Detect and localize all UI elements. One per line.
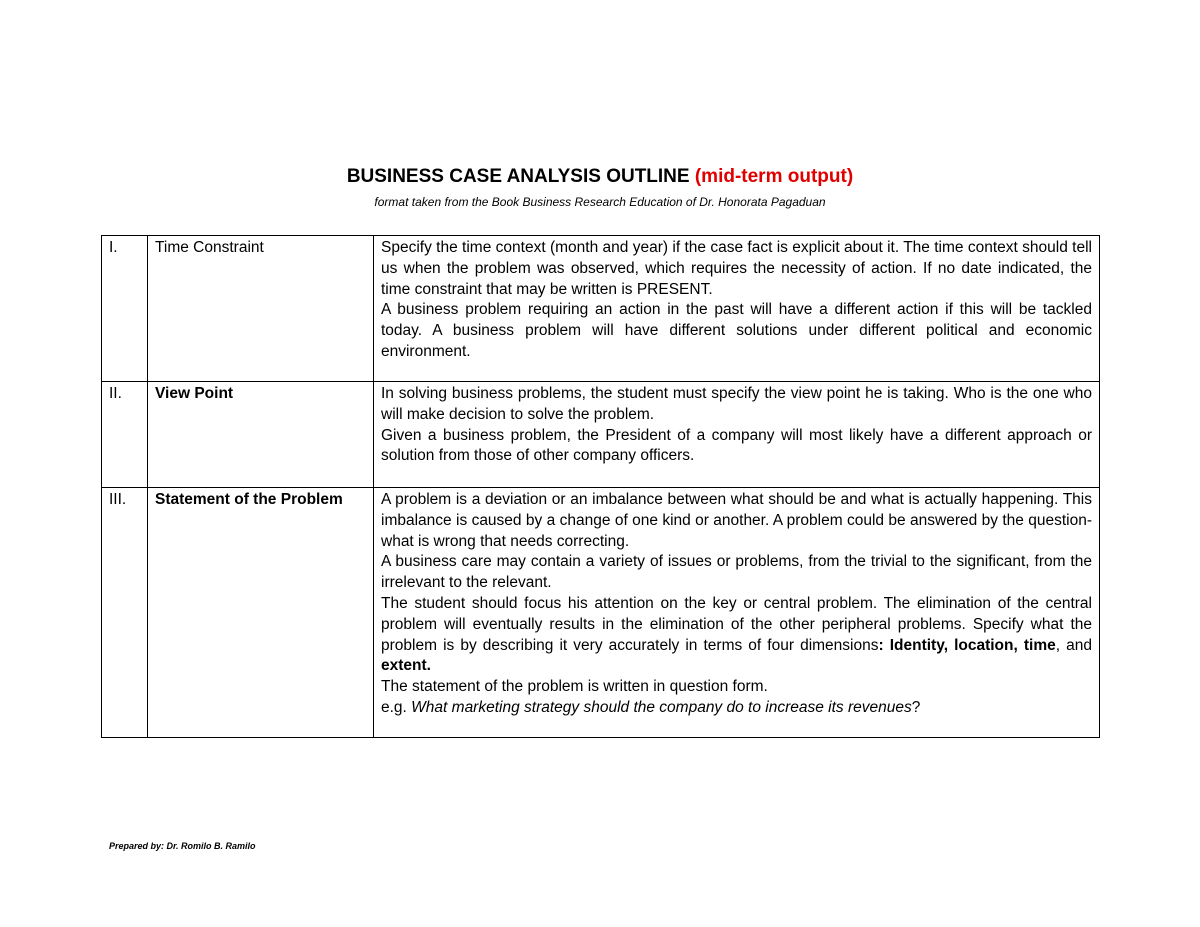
example-text: What marketing strategy should the company do to increase its revenues: [411, 698, 912, 716]
row-label: Statement of the Problem: [148, 488, 374, 738]
dimensions-comma: ,: [1013, 636, 1024, 654]
paragraph: Given a business problem, the President of a company will most likely have a different approach or solution from those of other company officers.: [381, 426, 1092, 465]
table-row: [102, 382, 1100, 488]
paragraph: [381, 594, 1092, 677]
dimensions-intro: The student should focus his attention on the key or central problem. The elimination of the central problem will eventually results in the elimination of the other peripheral problems. Specify what the problem is by describing it very accurately in terms of four dimensions: [381, 594, 1092, 654]
dimensions-and: , and: [1055, 636, 1092, 654]
row-description: [374, 488, 1100, 738]
subtitle: format taken from the Book Business Research Education of Dr. Honorata Pagaduan: [374, 195, 826, 209]
paragraph: A business care may contain a variety of issues or problems, from the trivial to the significant, from the irrelevant to the relevant.: [381, 553, 1092, 592]
paragraph: Specify the time context (month and year) if the case fact is explicit about it. The time context should tell us when the problem was observed, which requires the necessity of action. If no date indicated, the time constraint that may be written is PRESENT.: [381, 239, 1092, 298]
page-title: [0, 166, 1200, 188]
row-number: III.: [102, 488, 148, 738]
example-prefix: e.g.: [381, 698, 412, 716]
table-row: [102, 236, 1100, 382]
dimensions-comma: ,: [943, 636, 955, 654]
paragraph: A problem is a deviation or an imbalance between what should be and what is actually happening. This imbalance is caused by a change of one kind or another. A problem could be answered by the question- what is wrong that needs correcting.: [381, 491, 1092, 550]
table-row: [102, 488, 1100, 738]
title-main: BUSINESS CASE ANALYSIS OUTLINE: [346, 166, 690, 187]
dimension-extent: extent.: [381, 657, 431, 675]
paragraph: The statement of the problem is written in question form.: [381, 678, 768, 696]
example-end: ?: [911, 698, 921, 716]
dimension-identity: Identity: [889, 636, 944, 654]
outline-table: [101, 235, 1100, 738]
row-number: I.: [102, 236, 148, 382]
prepared-by: Prepared by: Dr. Romilo B. Ramilo: [109, 841, 256, 851]
dimension-location: location: [954, 636, 1014, 654]
row-description: [374, 236, 1100, 382]
row-label: Time Constraint: [148, 236, 374, 382]
row-label: View Point: [148, 382, 374, 488]
paragraph: A business problem requiring an action in the past will have a different action if this will be tackled today. A business problem will have different solutions under different political and economic environment.: [381, 301, 1092, 360]
paragraph: In solving business problems, the student must specify the view point he is taking. Who is the one who will make decision to solve the problem.: [381, 385, 1092, 423]
row-number: II.: [102, 382, 148, 488]
row-description: [374, 382, 1100, 488]
dimension-time: time: [1023, 636, 1056, 654]
dimensions-sep: :: [878, 636, 890, 654]
example-line: [381, 698, 1092, 719]
title-block: [0, 166, 1200, 209]
title-accent: (mid-term output): [694, 166, 854, 187]
